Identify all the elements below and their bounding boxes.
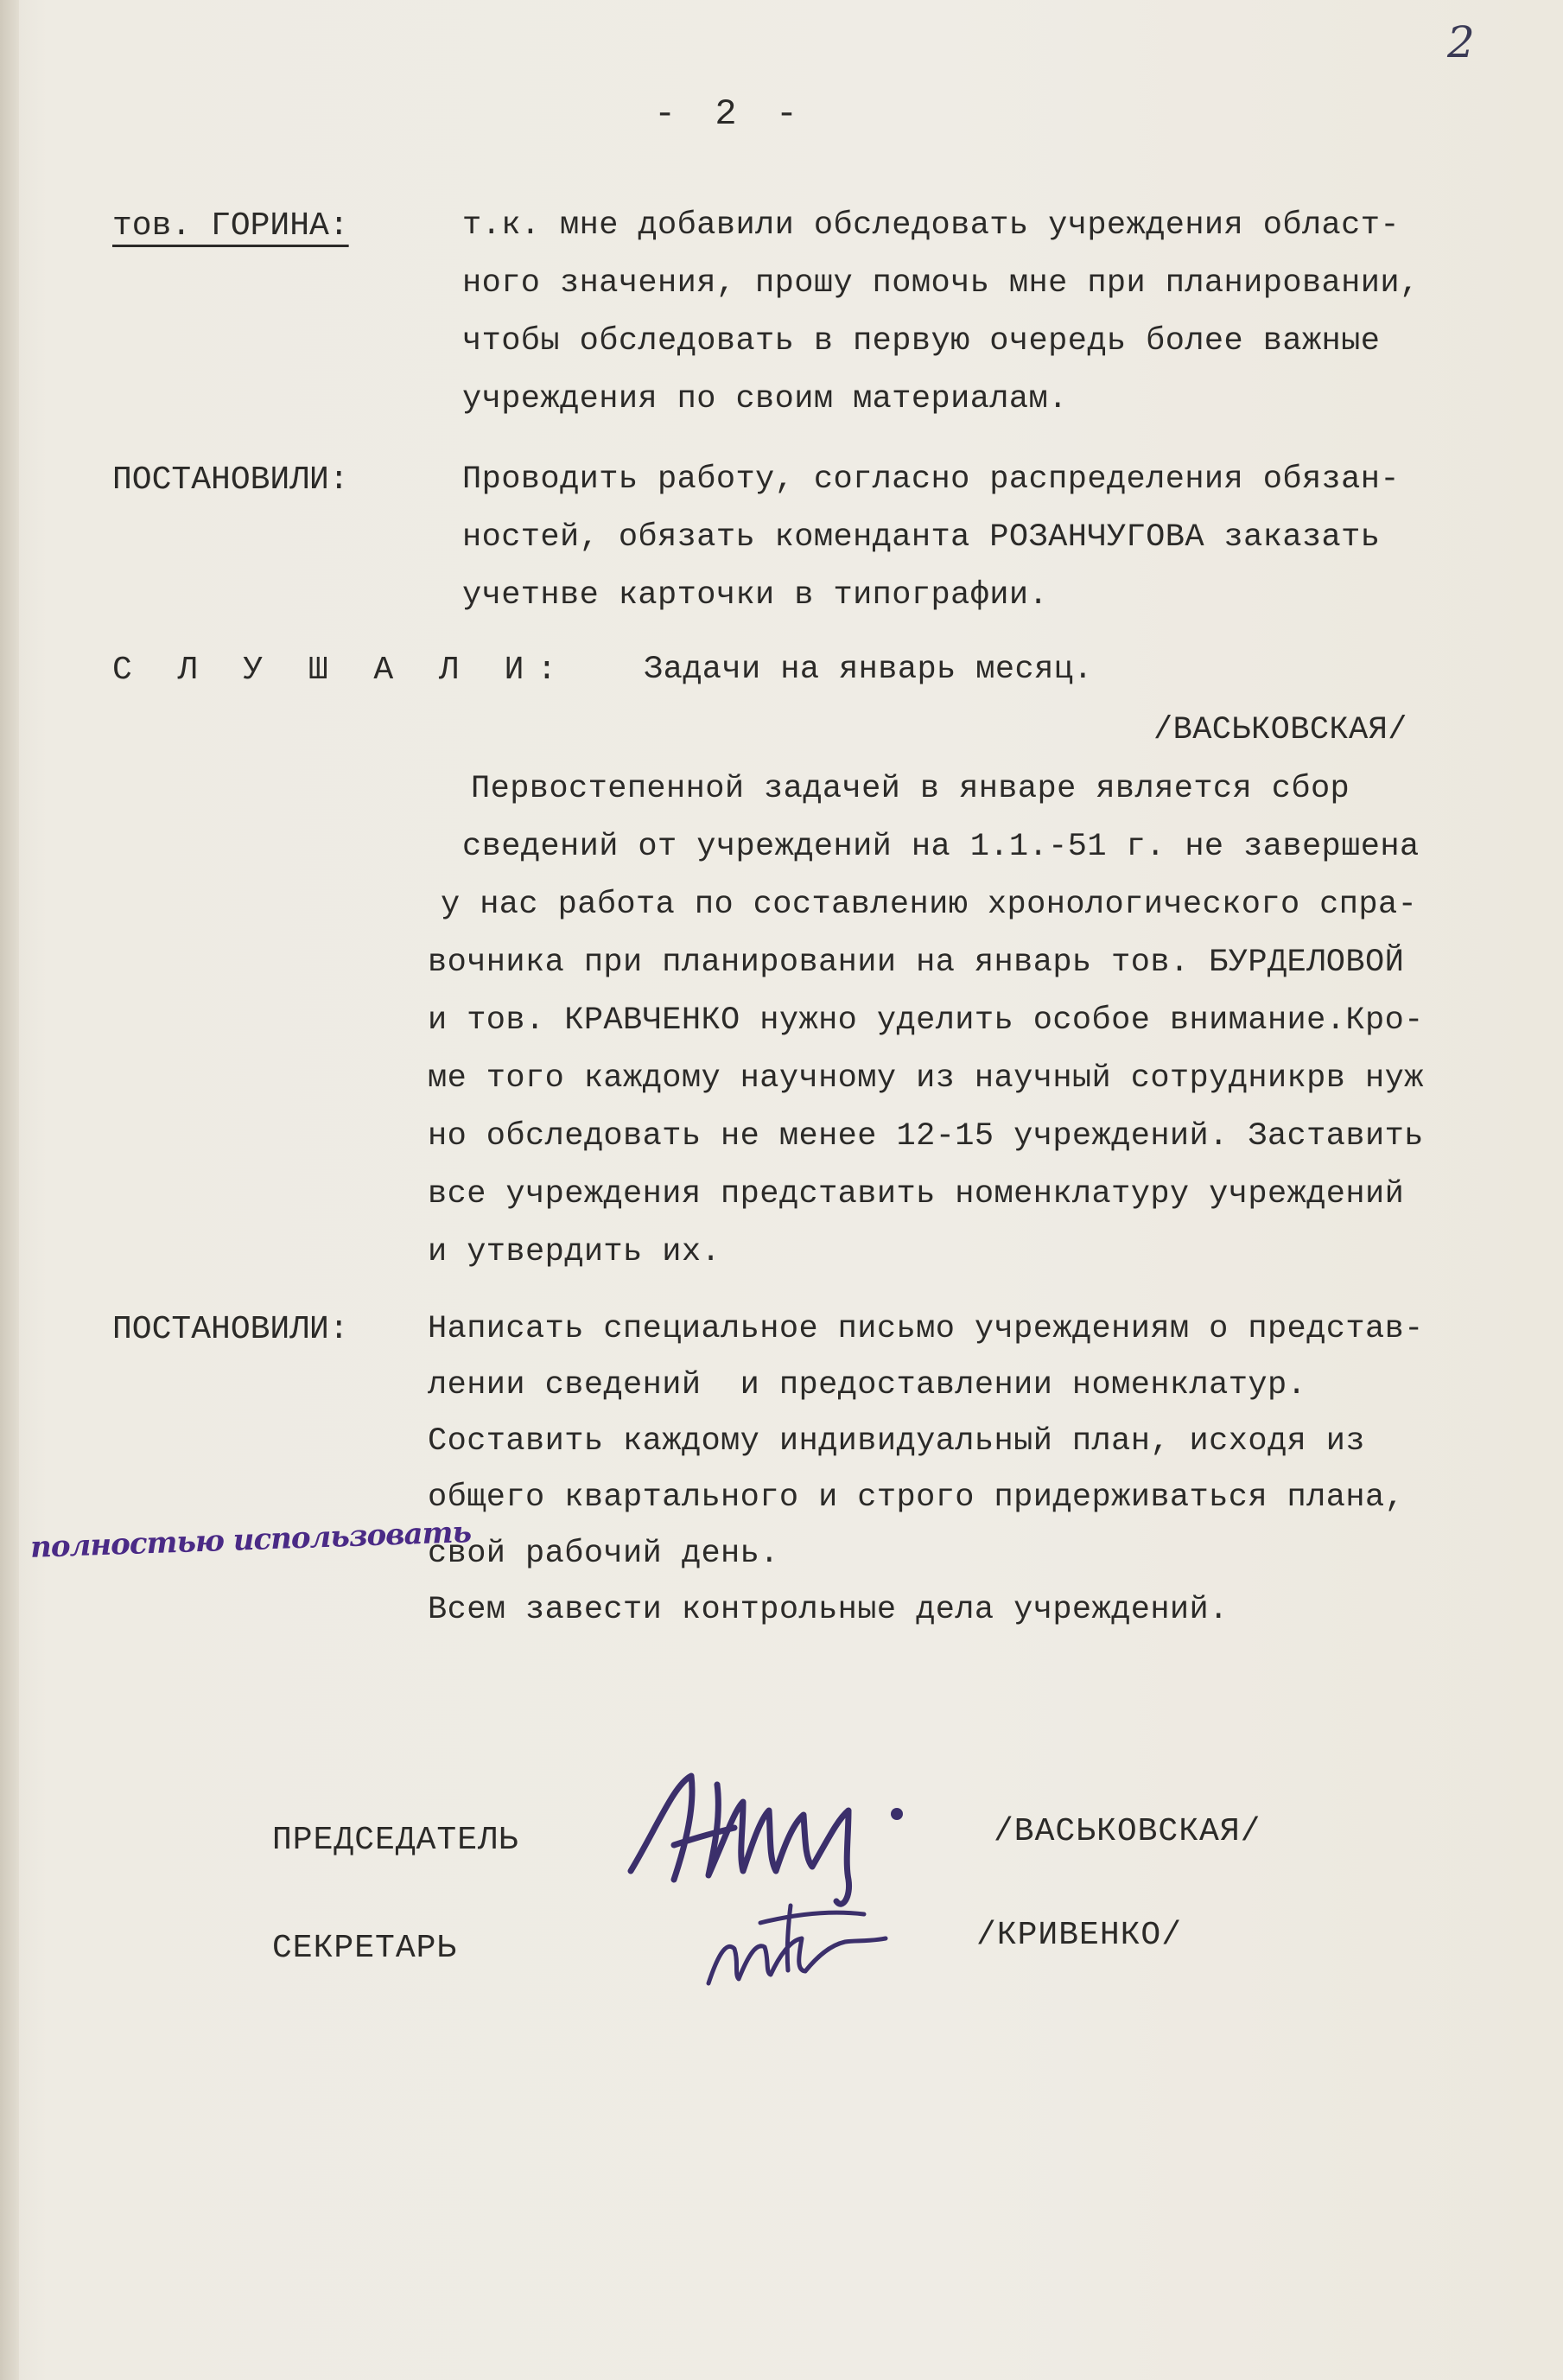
heard-label: С Л У Ш А Л И: (112, 652, 570, 689)
text-line: Всем завести контрольные дела учреждений. (428, 1592, 1229, 1628)
text-line: ме того каждому научному из научный сотрудникрв нуж (428, 1060, 1424, 1097)
text-line: учетнве карточки в типографии. (462, 577, 1049, 614)
handwritten-page-number: 2 (1447, 17, 1475, 67)
secretary-name: /КРИВЕНКО/ (976, 1917, 1183, 1954)
text-line: свой рабочий день. (428, 1536, 779, 1572)
text-line: Составить каждому индивидуальный план, исходя из (428, 1423, 1365, 1460)
text-line: и утвердить их. (428, 1234, 721, 1270)
text-line: ностей, обязать коменданта РОЗАНЧУГОВА заказать (462, 519, 1381, 556)
page-edge-shadow (0, 0, 19, 2380)
text-line: т.к. мне добавили обследовать учреждения област- (462, 207, 1400, 244)
secretary-signature-icon (691, 1888, 907, 2009)
agenda-topic: Задачи на январь месяц. (644, 652, 1093, 688)
text-line: и тов. КРАВЧЕНКО нужно уделить особое внимание.Кро- (428, 1002, 1424, 1039)
text-line: чтобы обследовать в первую очередь более важные (462, 323, 1381, 360)
text-line: Первостепенной задачей в январе является сбор (471, 771, 1350, 807)
agenda-speaker: /ВАСЬКОВСКАЯ/ (1153, 712, 1407, 748)
text-line: ного значения, прошу помочь мне при планировании, (462, 265, 1420, 302)
text-line: но обследовать не менее 12-15 учреждений. Заставить (428, 1118, 1424, 1155)
text-line: Проводить работу, согласно распределения обязан- (462, 461, 1400, 498)
text-line: Написать специальное письмо учреждениям о представ- (428, 1311, 1424, 1347)
page-number: - 2 - (654, 93, 807, 135)
resolution-label-1: ПОСТАНОВИЛИ: (112, 461, 349, 499)
text-line: лении сведений и предоставлении номенклатур. (428, 1367, 1307, 1403)
text-line: у нас работа по составлению хронологического спра- (441, 887, 1418, 923)
text-line: общего квартального и строго придерживаться плана, (428, 1480, 1405, 1516)
text-line: сведений от учреждений на 1.1.-51 г. не завершена (462, 829, 1420, 865)
speaker-label-gorina: тов. ГОРИНА: (112, 207, 349, 245)
secretary-label: СЕКРЕТАРЬ (272, 1930, 458, 1967)
handwritten-margin-note: полностью использовать (29, 1515, 472, 1565)
chair-label: ПРЕДСЕДАТЕЛЬ (272, 1822, 519, 1859)
text-line: учреждения по своим материалам. (462, 381, 1068, 417)
chair-name: /ВАСЬКОВСКАЯ/ (994, 1813, 1261, 1850)
text-line: вочника при планировании на январь тов. БУРДЕЛОВОЙ (428, 945, 1405, 981)
resolution-label-2: ПОСТАНОВИЛИ: (112, 1311, 349, 1348)
text-line: все учреждения представить номенклатуру учреждений (428, 1176, 1405, 1212)
